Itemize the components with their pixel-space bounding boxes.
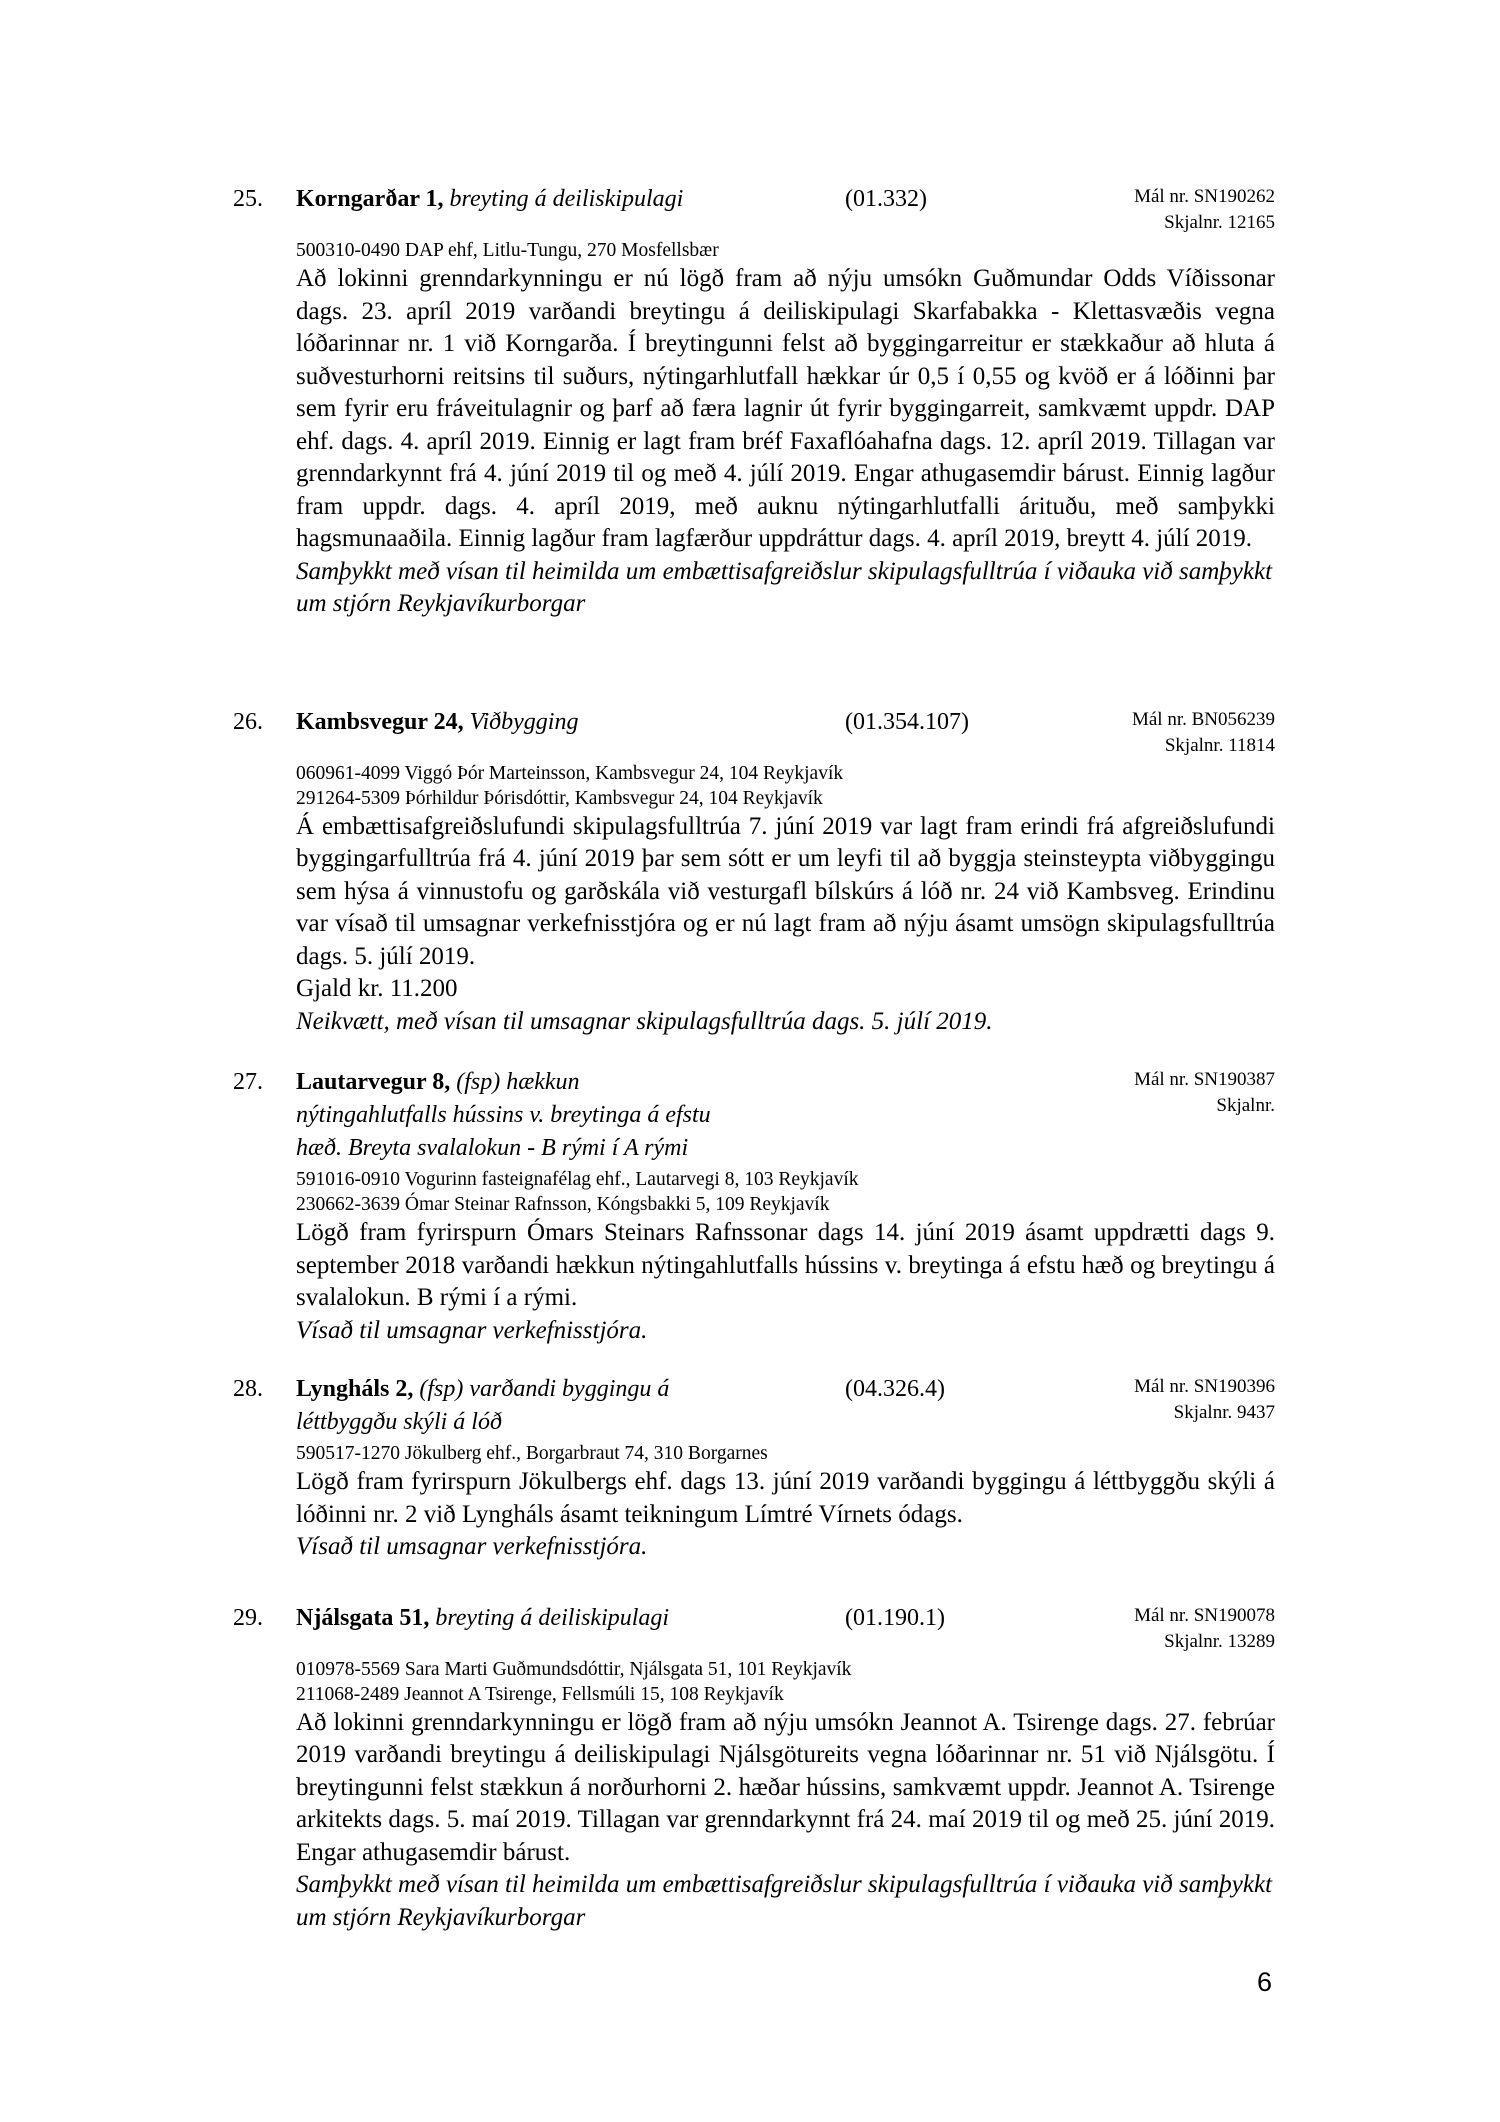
item-header xyxy=(233,706,1275,759)
case-number: Mál nr. SN190078 xyxy=(1134,1604,1275,1626)
party-line: 291264-5309 Þórhildur Þórisdóttir, Kambsvegur 24, 104 Reykjavík xyxy=(296,787,823,809)
agenda-item xyxy=(233,1602,1275,1935)
item-decision: Vísað til umsagnar verkefnisstjóra. xyxy=(296,1533,648,1560)
item-case-numbers xyxy=(945,1373,1275,1426)
agenda-item xyxy=(233,1373,1275,1564)
item-decision: Vísað til umsagnar verkefnisstjóra. xyxy=(296,1316,648,1344)
item-area-code: (01.190.1) xyxy=(845,1604,945,1631)
item-number: 26. xyxy=(233,708,263,735)
party-line: 500310-0490 DAP ehf, Litlu-Tungu, 270 Mosfellsbær xyxy=(296,240,719,261)
party-line: 230662-3639 Ómar Steinar Rafnsson, Kóngsbakki 5, 109 Reykjavík xyxy=(296,1194,830,1215)
item-decision: Neikvætt, með vísan til umsagnar skipulagsfulltrúa dags. 5. júlí 2019. xyxy=(296,1007,993,1035)
item-title-subtitle-line: hæð. Breyta svalalokun - B rými í A rými xyxy=(296,1135,689,1161)
item-title-subtitle: Viðbygging xyxy=(469,708,579,735)
party-line: 211068-2489 Jeannot A Tsirenge, Fellsmúli 15, 108 Reykjavík xyxy=(296,1683,784,1705)
item-title-subtitle: breyting á deiliskipulagi xyxy=(435,1604,670,1631)
item-title-subtitle-line: léttbyggðu skýli á lóð xyxy=(296,1409,502,1435)
item-title-street: Njálsgata 51, xyxy=(296,1604,430,1631)
item-fee: Gjald kr. 11.200 xyxy=(296,975,458,1002)
case-number: Mál nr. SN190262 xyxy=(1134,186,1275,207)
item-parties xyxy=(296,238,1275,263)
item-header xyxy=(233,183,1275,236)
item-title-street: Kambsvegur 24, xyxy=(296,708,464,735)
item-case-numbers xyxy=(945,1602,1275,1655)
agenda-items xyxy=(233,183,1275,1934)
item-title xyxy=(296,706,845,739)
item-parties xyxy=(296,1441,1275,1466)
item-header xyxy=(233,1066,1275,1165)
item-case-numbers xyxy=(845,1066,1275,1119)
item-header xyxy=(233,1373,1275,1439)
item-number: 25. xyxy=(233,186,263,212)
document-number: Skjalnr. xyxy=(1216,1095,1275,1116)
item-number: 28. xyxy=(233,1376,263,1402)
case-number: Mál nr. BN056239 xyxy=(1131,708,1275,730)
item-title xyxy=(296,1373,845,1439)
item-body: Að lokinni grenndarkynningu er lögð fram að nýju umsókn Jeannot A. Tsirenge dags. 27. febrúar 2019 varðandi breytingu á deiliskipulagi Njálsgötureits vegna lóðarinnar nr. 51 við Njálsgötu. Í breytingunni felst stækkun á norðurhorni 2. hæðar hússins, samkvæmt uppdr. Jeannot A. Tsirenge arkitekts dags. 5. maí 2019. Tillagan var grenndarkynnt frá 24. maí 2019 til og með 25. júní 2019. Engar athugasemdir bárust. xyxy=(296,1708,1275,1866)
party-line: 590517-1270 Jökulberg ehf., Borgarbraut 74, 310 Borgarnes xyxy=(296,1443,768,1464)
item-title-street: Lautarvegur 8, xyxy=(296,1069,451,1095)
item-number: 29. xyxy=(233,1604,263,1631)
case-number: Mál nr. SN190387 xyxy=(1134,1069,1275,1090)
item-decision: Samþykkt með vísan til heimilda um embættisafgreiðslur skipulagsfulltrúa í viðauka við samþykkt um stjórn Reykjavíkurborgar xyxy=(296,557,1273,617)
item-area-code: (04.326.4) xyxy=(845,1376,945,1402)
item-title-subtitle-line: nýtingahlutfalls hússins v. breytinga á efstu xyxy=(296,1102,711,1128)
item-title-street: Korngarðar 1, xyxy=(296,186,444,212)
agenda-item xyxy=(233,706,1275,1039)
party-line: 060961-4099 Viggó Þór Marteinsson, Kambsvegur 24, 104 Reykjavík xyxy=(296,762,844,784)
case-number: Mál nr. SN190396 xyxy=(1134,1376,1275,1397)
item-body: Lögð fram fyrirspurn Jökulbergs ehf. dags 13. júní 2019 varðandi byggingu á léttbyggðu skýli á lóðinni nr. 2 við Lyngháls ásamt teikningum Límtré Vírnets ódags. xyxy=(296,1468,1275,1528)
document-number: Skjalnr. 13289 xyxy=(1164,1630,1275,1652)
item-title-subtitle: (fsp) varðandi byggingu á xyxy=(419,1376,670,1402)
item-header xyxy=(233,1602,1275,1655)
item-decision: Samþykkt með vísan til heimilda um embættisafgreiðslur skipulagsfulltrúa í viðauka við samþykkt um stjórn Reykjavíkurborgar xyxy=(296,1871,1273,1931)
item-case-numbers xyxy=(927,183,1275,236)
item-number: 27. xyxy=(233,1069,263,1095)
item-title-subtitle: breyting á deiliskipulagi xyxy=(449,186,684,212)
item-title xyxy=(296,183,845,216)
party-line: 010978-5569 Sara Marti Guðmundsdóttir, Njálsgata 51, 101 Reykjavík xyxy=(296,1658,852,1680)
document-number: Skjalnr. 12165 xyxy=(1164,212,1275,233)
item-parties xyxy=(296,1657,1275,1707)
agenda-item xyxy=(233,183,1275,621)
agenda-item xyxy=(233,1066,1275,1347)
item-body: Að lokinni grenndarkynningu er nú lögð fram að nýju umsókn Guðmundar Odds Víðissonar dags. 23. apríl 2019 varðandi breytingu á deiliskipulagi Skarfabakka - Klettasvæðis vegna lóðarinnar nr. 1 við Korngarða. Í breytingunni felst að byggingarreitur er stækkaður að hluta á suðvesturhorni reitsins til suðurs, nýtingarhlutfall hækkar úr 0,5 í 0,55 og kvöð er á lóðinni þar sem fyrir eru fráveitulagnir og þarf að færa lagnir út fyrir byggingarreit, samkvæmt uppdr. DAP ehf. dags. 4. apríl 2019. Einnig er lagt fram bréf Faxaflóahafna dags. 12. apríl 2019. Tillagan var grenndarkynnt frá 4. júní 2019 til og með 4. júlí 2019. Engar athugasemdir bárust. Einnig lagður fram uppdr. dags. 4. apríl 2019, með auknu nýtingarhlutfalli árituðu, með samþykki hagsmunaaðila. Einnig lagður fram lagfærður uppdráttur dags. 4. apríl 2019, breytt 4. júlí 2019. xyxy=(296,265,1275,552)
item-title xyxy=(296,1066,845,1165)
item-title-subtitle: (fsp) hækkun xyxy=(456,1069,580,1095)
party-line: 591016-0910 Vogurinn fasteignafélag ehf., Lautarvegi 8, 103 Reykjavík xyxy=(296,1169,859,1190)
page-number: 6 xyxy=(1256,1967,1272,1997)
item-title xyxy=(296,1602,845,1635)
item-area-code: (01.332) xyxy=(845,186,927,212)
document-number: Skjalnr. 9437 xyxy=(1173,1402,1275,1423)
document-number: Skjalnr. 11814 xyxy=(1164,734,1275,756)
item-parties xyxy=(296,1167,1275,1217)
item-body: Lögð fram fyrirspurn Ómars Steinars Rafnssonar dags 14. júní 2019 ásamt uppdrætti dags 9. september 2018 varðandi hækkun nýtingahlutfalls hússins v. breytinga á efstu hæð og breytingu á svalalokun. B rými í a rými. xyxy=(296,1219,1275,1311)
item-area-code: (01.354.107) xyxy=(845,708,969,735)
item-title-street: Lyngháls 2, xyxy=(296,1376,414,1402)
item-case-numbers xyxy=(969,706,1275,759)
item-body: Á embættisafgreiðslufundi skipulagsfulltrúa 7. júní 2019 var lagt fram erindi frá afgreiðslufundi byggingarfulltrúa frá 4. júní 2019 þar sem sótt er um leyfi til að byggja steinsteypta viðbyggingu sem hýsa á vinnustofu og garðskála við vesturgafl bílskúrs á lóð nr. 24 við Kambsveg. Erindinu var vísað til umsagnar verkefnisstjóra og er nú lagt fram að nýju ásamt umsögn skipulagsfulltrúa dags. 5. júlí 2019. xyxy=(296,812,1275,970)
item-parties xyxy=(296,761,1275,811)
